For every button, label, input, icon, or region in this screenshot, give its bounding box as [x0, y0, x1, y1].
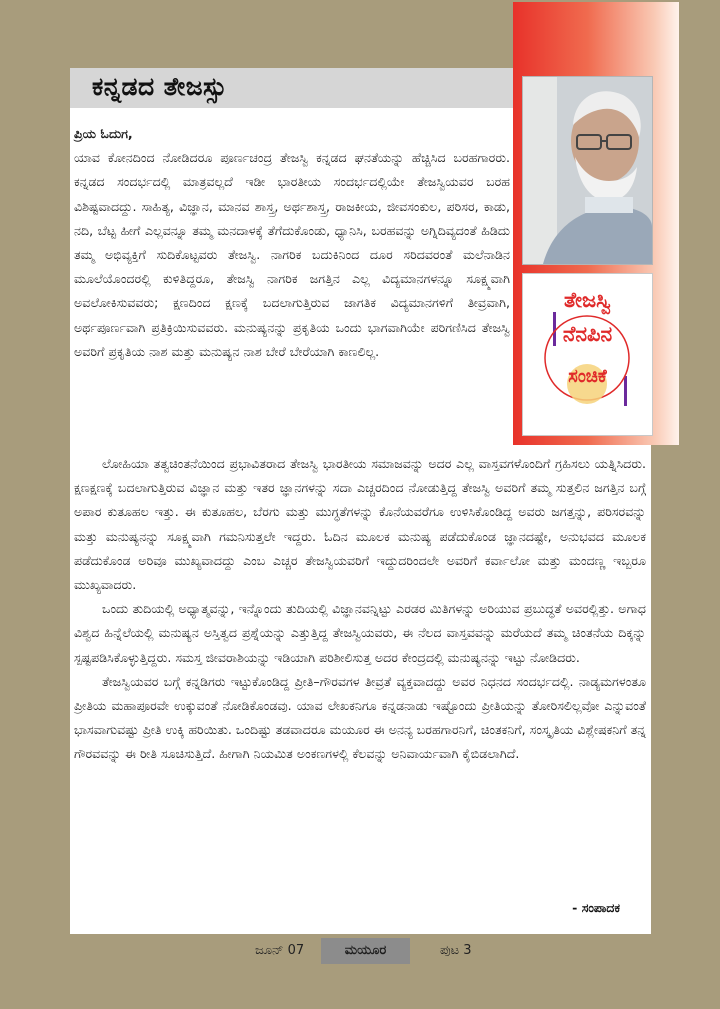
footer-issue-date: ಜೂನ್ 07 [255, 943, 305, 958]
article-title: ಕನ್ನಡದ ತೇಜಸ್ಸು [92, 72, 228, 101]
paragraph-2: ಲೋಹಿಯಾ ತತ್ವಚಿಂತನೆಯಿಂದ ಪ್ರಭಾವಿತರಾದ ತೇಜಸ್ವಿ ಭಾರತೀಯ ಸಮಾಜವನ್ನು ಅದರ ಎಲ್ಲ ವಾಸ್ತವಗಳೊಂದಿಗೆ ಗ್ರಹಿಸಲು ಯತ್ನಿಸಿದರು. ಕ್ಷಣಕ್ಷಣಕ್ಕೆ ಬದಲಾಗುತ್ತಿರುವ ವಿಜ್ಞಾನ ಮತ್ತು ಇತರ ಜ್ಞಾನಗಳನ್ನು ಸದಾ ಎಚ್ಚರದಿಂದ ನೋಡುತ್ತಿದ್ದ ತೇಜಸ್ವಿ ಅವರಿಗೆ ತಮ್ಮ ಸುತ್ತಲಿನ ಜಗತ್ತಿನ ಬಗ್ಗೆ ಅಪಾರ ಕುತೂಹಲ ಇತ್ತು. ಈ ಕುತೂಹಲ, ಬೆರಗು ಮತ್ತು ಮುಗ್ಧತೆಗಳನ್ನು ಕೊನೆಯವರೆಗೂ ಉಳಿಸಿಕೊಂಡಿದ್ದ ಅವರು ಜಗತ್ತನ್ನು, ಪರಿಸರವನ್ನು ಮತ್ತು ಮನುಷ್ಯನನ್ನು ಸೂಕ್ಷ್ಮವಾಗಿ ಗಮನಿಸುತ್ತಲೇ ಇದ್ದರು. ಓದಿನ ಮೂಲಕ ಮನುಷ್ಯ ಪಡೆದುಕೊಂಡ ಜ್ಞಾನದಷ್ಟೇ, ಅನುಭವದ ಮೂಲಕ ಪಡೆದುಕೊಂಡ ಅರಿವೂ ಮುಖ್ಯವಾದದ್ದು ಎಂಬ ಎಚ್ಚರ ತೇಜಸ್ವಿಯವರಿಗೆ ಇದ್ದುದರಿಂದಲೇ ಅವರಿಗೆ ಕರ್ವಾಲೋ ಮತ್ತು ಮಂದಣ್ಣ ಇಬ್ಬರೂ ಮುಖ್ಯವಾದರು. [74, 456, 646, 593]
tribute-logo [522, 273, 653, 436]
article-body-wide [74, 452, 646, 767]
portrait-image [523, 77, 652, 264]
footer-page-number: ಪುಟ 3 [440, 943, 472, 958]
article-body-narrow [74, 122, 510, 364]
author-photo [522, 76, 653, 265]
greeting: ಪ್ರಿಯ ಓದುಗ, [74, 126, 133, 141]
editor-signature: - ಸಂಪಾದಕ [572, 900, 620, 915]
title-bar [70, 68, 513, 108]
paragraph-1: ಯಾವ ಕೋನದಿಂದ ನೋಡಿದರೂ ಪೂರ್ಣಚಂದ್ರ ತೇಜಸ್ವಿ ಕನ್ನಡದ ಘನತೆಯನ್ನು ಹೆಚ್ಚಿಸಿದ ಬರಹಗಾರರು. ಕನ್ನಡದ ಸಂದರ್ಭದಲ್ಲಿ ಮಾತ್ರವಲ್ಲದೆ ಇಡೀ ಭಾರತೀಯ ಸಂದರ್ಭದಲ್ಲಿಯೇ ತೇಜಸ್ವಿಯವರ ಬರಹ ವಿಶಿಷ್ಟವಾದದ್ದು. ಸಾಹಿತ್ಯ, ವಿಜ್ಞಾನ, ಮಾನವ ಶಾಸ್ತ್ರ, ಅರ್ಥಶಾಸ್ತ್ರ, ರಾಜಕೀಯ, ಜೀವಸಂಕುಲ, ಪರಿಸರ, ಕಾಡು, ನದಿ, ಬೆಟ್ಟ ಹೀಗೆ ಎಲ್ಲವನ್ನೂ ತಮ್ಮ ಮನದಾಳಕ್ಕೆ ತೆಗೆದುಕೊಂಡು, ಧ್ಯಾನಿಸಿ, ಬರಹವನ್ನು ಅಗ್ನಿದಿವ್ಯದಂತೆ ಹಿಡಿದು ತಮ್ಮ ಅಭಿವ್ಯಕ್ತಿಗೆ ಸುದಿಕೊಟ್ಟವರು ತೇಜಸ್ವಿ. ನಾಗರಿಕ ಬದುಕಿನಿಂದ ದೂರ ಸರಿದವರಂತೆ ಮಲೆನಾಡಿನ ಮೂಲೆಯೊಂದರಲ್ಲಿ ಕುಳಿತಿದ್ದರೂ, ತೇಜಸ್ವಿ ನಾಗರಿಕ ಜಗತ್ತಿನ ಎಲ್ಲ ವಿದ್ಯಮಾನಗಳನ್ನೂ ಸೂಕ್ಷ್ಮವಾಗಿ ಅವಲೋಕಿಸುವವರು; ಕ್ಷಣದಿಂದ ಕ್ಷಣಕ್ಕೆ ಬದಲಾಗುತ್ತಿರುವ ಜಾಗತಿಕ ವಿದ್ಯಮಾನಗಳಿಗೆ ತೀವ್ರವಾಗಿ, ಅರ್ಥಪೂರ್ಣವಾಗಿ ಪ್ರತಿಕ್ರಿಯಿಸುವವರು. ಮನುಷ್ಯನನ್ನು ಪ್ರಕೃತಿಯ ಒಂದು ಭಾಗವಾಗಿಯೇ ಪರಿಗಣಿಸಿದ ತೇಜಸ್ವಿ ಅವರಿಗೆ ಪ್ರಕೃತಿಯ ನಾಶ ಮತ್ತು ಮನುಷ್ಯನ ನಾಶ ಬೇರೆ ಬೇರೆಯಾಗಿ ಕಾಣಲಿಲ್ಲ. [74, 150, 510, 359]
logo-line-1: ತೇಜಸ್ವಿ [563, 288, 612, 312]
paragraph-3: ಒಂದು ತುದಿಯಲ್ಲಿ ಅಧ್ಯಾತ್ಮವನ್ನು, ಇನ್ನೊಂದು ತುದಿಯಲ್ಲಿ ವಿಜ್ಞಾನವನ್ನಿಟ್ಟು ಎರಡರ ಮಿತಿಗಳನ್ನು ಅರಿಯುವ ಪ್ರಬುದ್ಧತೆ ಅವರಲ್ಲಿತ್ತು. ಅಗಾಧ ವಿಶ್ವದ ಹಿನ್ನೆಲೆಯಲ್ಲಿ ಮನುಷ್ಯನ ಅಸ್ತಿತ್ವದ ಪ್ರಶ್ನೆಯನ್ನು ಎತ್ತುತ್ತಿದ್ದ ತೇಜಸ್ವಿಯವರು, ಈ ನೆಲದ ವಾಸ್ತವವನ್ನು ಮರೆಯದೆ ತಮ್ಮ ಚಿಂತನೆಯ ದಿಕ್ಕನ್ನು ಸ್ಪಷ್ಟಪಡಿಸಿಕೊಳ್ಳುತ್ತಿದ್ದರು. ಸಮಸ್ತ ಜೀವರಾಶಿಯನ್ನು ಇಡಿಯಾಗಿ ಪರಿಶೀಲಿಸುತ್ತ ಅದರ ಕೇಂದ್ರದಲ್ಲಿ ಮನುಷ್ಯನನ್ನು ಇಟ್ಟು ನೋಡಿದರು. [74, 601, 646, 665]
logo-line-3: ಸಂಚಿಕೆ [568, 366, 607, 387]
paragraph-4: ತೇಜಸ್ವಿಯವರ ಬಗ್ಗೆ ಕನ್ನಡಿಗರು ಇಟ್ಟುಕೊಂಡಿದ್ದ ಪ್ರೀತಿ–ಗೌರವಗಳ ತೀವ್ರತೆ ವ್ಯಕ್ತವಾದದ್ದು ಅವರ ನಿಧನದ ಸಂದರ್ಭದಲ್ಲಿ. ನಾಡ್ಯಮಗಳಂತೂ ಪ್ರೀತಿಯ ಮಹಾಪೂರವೇ ಉಕ್ಕುವಂತೆ ನೋಡಿಕೊಂಡವು. ಯಾವ ಲೇಖಕನಿಗೂ ಕನ್ನಡನಾಡು ಇಷ್ಟೊಂದು ಪ್ರೀತಿಯನ್ನು ತೋರಿಸಲಿಲ್ಲವೋ ಎನ್ನುವಂತೆ ಭಾಸವಾಗುವಷ್ಟು ಪ್ರೀತಿ ಉಕ್ಕಿ ಹರಿಯಿತು. ಒಂದಿಷ್ಟು ತಡವಾದರೂ ಮಯೂರ ಈ ಅನನ್ಯ ಬರಹಗಾರನಿಗೆ, ಚಿಂತಕನಿಗೆ, ಸಂಸ್ಕೃತಿಯ ವಿಶ್ಲೇಷಕನಿಗೆ ತನ್ನ ಗೌರವವನ್ನು ಈ ರೀತಿ ಸೂಚಿಸುತ್ತಿದೆ. ಹೀಗಾಗಿ ನಿಯಮಿತ ಅಂಕಣಗಳಲ್ಲಿ ಕೆಲವನ್ನು ಅನಿವಾರ್ಯವಾಗಿ ಕೈಬಿಡಲಾಗಿದೆ. [74, 673, 647, 762]
footer-magazine-name: ಮಯೂರ [321, 938, 410, 964]
logo-line-2: ನೆನಪಿನ [562, 322, 613, 346]
